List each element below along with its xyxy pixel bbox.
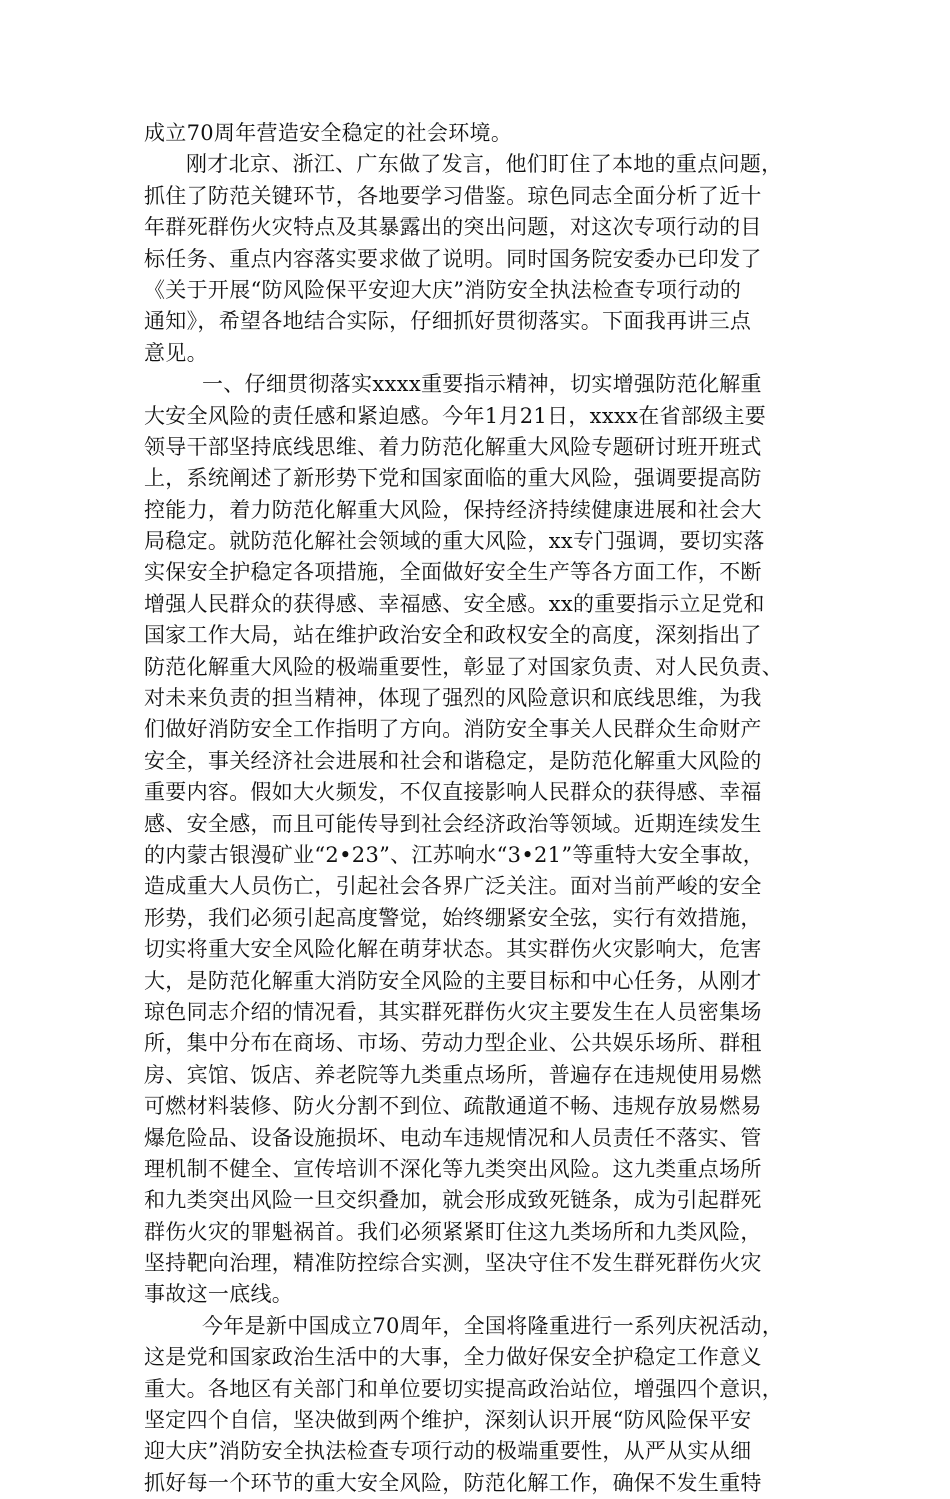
text-line: 重大。各地区有关部门和单位要切实提高政治站位，增强四个意识， (144, 1376, 783, 1401)
text-line: 控能力，着力防范化解重大风险，保持经济持续健康进展和社会大 (144, 497, 762, 522)
text-line: 坚持靶向治理，精准防控综合实测，坚决守住不发生群死群伤火灾 (144, 1251, 762, 1276)
text-line: 所，集中分布在商场、市场、劳动力型企业、公共娱乐场所、群租 (144, 1031, 762, 1056)
text-line: 通知》，希望各地结合实际，仔细抓好贯彻落实。下面我再讲三点 (144, 309, 752, 334)
text-line: 年群死群伤火灾特点及其暴露出的突出问题，对这次专项行动的目 (144, 215, 762, 240)
text-line: 上，系统阐述了新形势下党和国家面临的重大风险，强调要提高防 (144, 466, 762, 491)
text-line: 标任务、重点内容落实要求做了说明。同时国务院安委办已印发了 (144, 246, 762, 271)
text-line: 群伤火灾的罪魁祸首。我们必须紧紧盯住这九类场所和九类风险， (144, 1219, 762, 1244)
text-line: 安全，事关经济社会进展和社会和谐稳定，是防范化解重大风险的 (144, 748, 762, 773)
text-line: 切实将重大安全风险化解在萌芽状态。其实群伤火灾影响大，危害 (144, 937, 762, 962)
paragraph-first-line: 刚才北京、浙江、广东做了发言，他们盯住了本地的重点问题， (186, 152, 783, 177)
text-line: 爆危险品、设备设施损坏、电动车违规情况和人员责任不落实、管 (144, 1125, 762, 1150)
text-line: 重要内容。假如大火频发，不仅直接影响人民群众的获得感、幸福 (144, 780, 762, 805)
text-line: 可燃材料装修、防火分割不到位、疏散通道不畅、违规存放易燃易 (144, 1094, 762, 1119)
paragraph-first-line: 今年是新中国成立70周年，全国将隆重进行一系列庆祝活动， (202, 1313, 784, 1338)
text-line: 和九类突出风险一旦交织叠加，就会形成致死链条，成为引起群死 (144, 1188, 762, 1213)
text-line: 实保安全护稳定各项措施，全面做好安全生产等各方面工作，不断 (144, 560, 762, 585)
text-line: 成立70周年营造安全稳定的社会环境。 (144, 121, 513, 145)
text-line: 琼色同志介绍的情况看，其实群死群伤火灾主要发生在人员密集场 (144, 999, 762, 1024)
text-line: 感、安全感，而且可能传导到社会经济政治等领域。近期连续发生 (144, 811, 762, 836)
text-line: 房、宾馆、饭店、养老院等九类重点场所，普遍存在违规使用易燃 (144, 1062, 762, 1087)
text-line: 造成重大人员伤亡，引起社会各界广泛关注。面对当前严峻的安全 (144, 874, 762, 899)
text-line: 们做好消防安全工作指明了方向。消防安全事关人民群众生命财产 (144, 717, 762, 742)
text-line: 的内蒙古银漫矿业“2•23”、江苏响水“3•21”等重特大安全事故， (144, 842, 765, 867)
text-line: 领导干部坚持底线思维、着力防范化解重大风险专题研讨班开班式 (144, 434, 762, 459)
text-line: 抓住了防范关键环节，各地要学习借鉴。琼色同志全面分析了近十 (144, 183, 762, 208)
text-line: 迎大庆”消防安全执法检查专项行动的极端重要性，从严从实从细 (144, 1439, 752, 1464)
section-heading-line: 一、仔细贯彻落实xxxx重要指示精神，切实增强防范化解重 (202, 372, 762, 397)
text-line: 理机制不健全、宣传培训不深化等九类突出风险。这九类重点场所 (144, 1156, 762, 1181)
text-line: 国家工作大局，站在维护政治安全和政权安全的高度，深刻指出了 (144, 623, 762, 648)
text-line: 事故这一底线。 (144, 1282, 294, 1307)
text-line: 《关于开展“防风险保平安迎大庆”消防安全执法检查专项行动的 (144, 277, 742, 302)
text-line: 大，是防范化解重大消防安全风险的主要目标和中心任务，从刚才 (144, 968, 762, 993)
document-body (144, 118, 806, 1499)
text-line: 局稳定。就防范化解社会领域的重大风险，xx专门强调，要切实落 (144, 529, 765, 554)
text-line: 意见。 (144, 340, 208, 365)
text-line: 大安全风险的责任感和紧迫感。今年1月21日，xxxx在省部级主要 (144, 403, 767, 428)
text-line: 增强人民群众的获得感、幸福感、安全感。xx的重要指示立足党和 (144, 591, 765, 616)
text-line: 防范化解重大风险的极端重要性，彰显了对国家负责、对人民负责、 (144, 654, 783, 679)
text-line: 抓好每一个环节的重大安全风险，防范化解工作，确保不发生重特 (144, 1470, 762, 1495)
text-line: 这是党和国家政治生活中的大事，全力做好保安全护稳定工作意义 (144, 1345, 762, 1370)
text-line: 坚定四个自信，坚决做到两个维护，深刻认识开展“防风险保平安 (144, 1408, 752, 1433)
text-line: 形势，我们必须引起高度警觉，始终绷紧安全弦，实行有效措施， (144, 905, 762, 930)
text-line: 对未来负责的担当精神，体现了强烈的风险意识和底线思维，为我 (144, 686, 762, 711)
